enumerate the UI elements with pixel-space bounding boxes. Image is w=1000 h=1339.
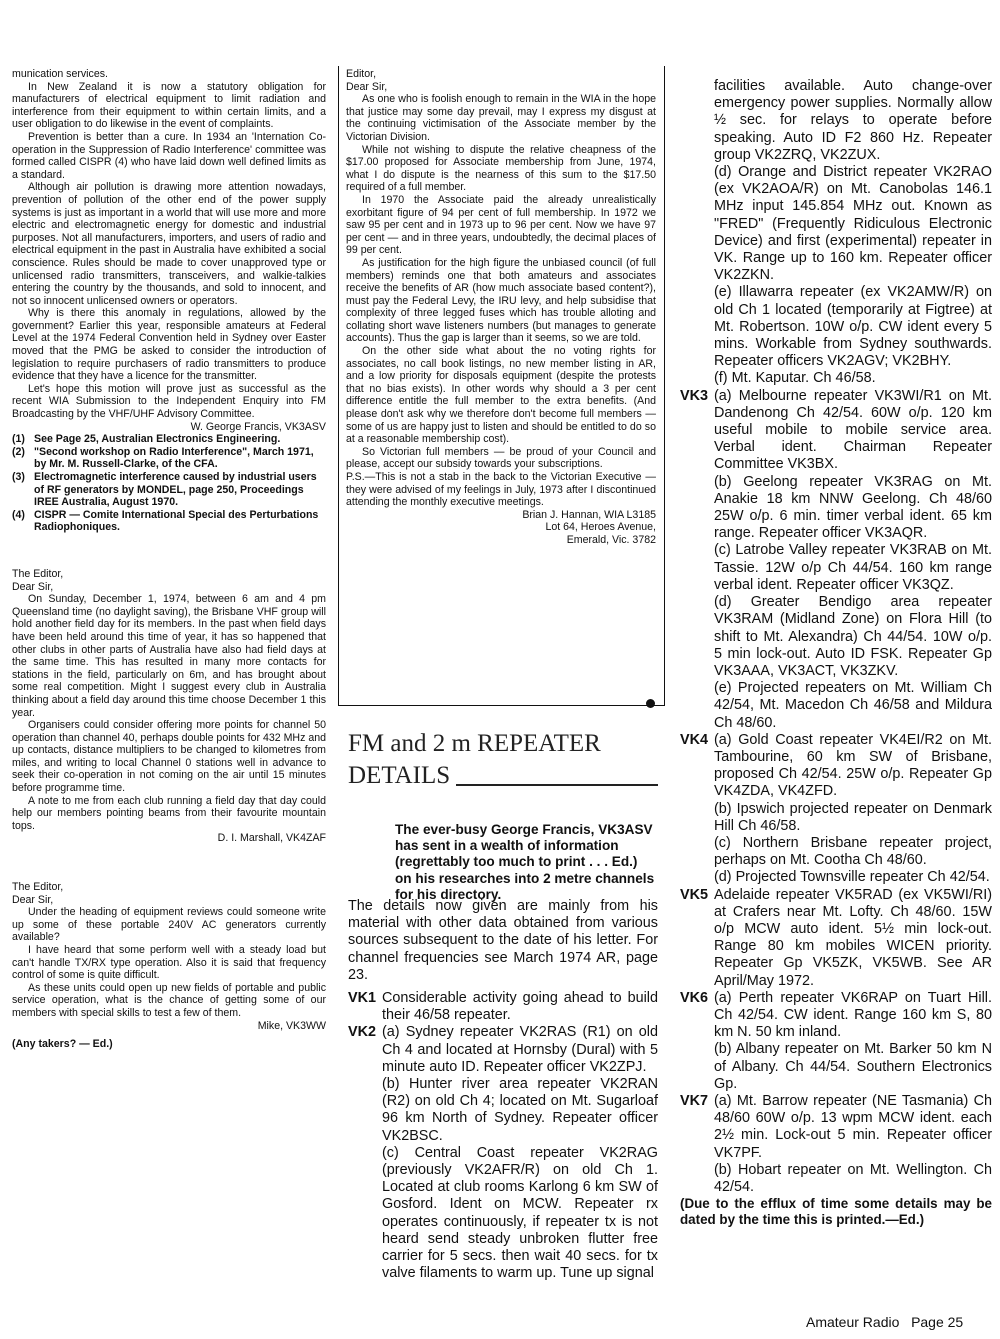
state-entry-vk6 [680, 990, 992, 1093]
closing-note: (Due to the efflux of time some details may be dated by the time this is printed.—Ed.) [680, 1196, 992, 1228]
entry-text: Considerable activity going ahead to build their 46/58 repeater. [382, 990, 658, 1024]
signature: Mike, VK3WW [257, 1019, 326, 1032]
title-word: DETAILS [348, 762, 451, 789]
column-rule [338, 66, 339, 706]
state-entry-vk7 [680, 1093, 992, 1196]
letter-field-day [12, 568, 326, 845]
state-entry-vk3 [680, 388, 992, 732]
signature: Brian J. Hannan, WIA L3185 [522, 508, 656, 521]
entry-text: (a) Melbourne repeater VK3WI/R1 on Mt. Dandenong Ch 42/54. 60W o/p. 120 km useful mobile to mobile service area. Verbal ident. Chairman Repeater Committee VK3BX. [714, 387, 992, 473]
reference-item: (4) CISPR — Comite International Special des Perturbations Radiophoniques. [12, 508, 319, 534]
column-rule [664, 66, 665, 706]
address-line: Lot 64, Heroes Avenue, [545, 521, 656, 534]
entry-text: (f) Mt. Kaputar. Ch 46/58. [714, 370, 876, 387]
state-entry-vk5 [680, 887, 992, 990]
column-left [12, 68, 326, 1051]
article-intro: The ever-busy George Francis, VK3ASV has sent in a wealth of information (regrettably too much to print . . . Ed.) on his researches into 2 metre channels for his directory. [395, 822, 655, 902]
paragraph: As one who is foolish enough to remain in the WIA in the hope that justice may some day prevail, may I express my disgust at the continuing victimisation of the Associate member by the Victorian Division. [346, 93, 656, 143]
letter-generators [12, 881, 326, 1051]
entry-text: (d) Projected Townsville repeater Ch 42/54. [714, 869, 990, 886]
signature: W. George Francis, VK3ASV [190, 420, 326, 433]
state-label: VK6 [680, 989, 708, 1006]
reference-item: (1) See Page 25, Australian Electronics Engineering. [12, 433, 281, 446]
end-mark-icon [646, 699, 655, 708]
entry-text: (e) Illawarra repeater (ex VK2AMW/R) on old Ch 1 located (temporarily at Figtree) at Mt. Robertson. 10W o/p. CW ident every 5 mins. Workable from Sydney southwards. Repeater officers VK2AGV; VK2BHY. [714, 284, 992, 370]
state-entry-vk1 [348, 990, 658, 1024]
salutation: Dear Sir, [12, 893, 54, 906]
entry-text: (c) Northern Brisbane repeater project, perhaps on Mt. Cootha Ch 48/60. [714, 834, 992, 869]
paragraph: Under the heading of equipment reviews could someone write up some of these portable 240V AC generators currently available? [12, 906, 326, 944]
state-entry-vk4 [680, 732, 992, 887]
article-body-middle [348, 898, 658, 1282]
paragraph: Organisers could consider offering more points for channel 50 operation than channel 40, perhaps double points for 432 MHz and up contacts, distance multipliers to be changed to kilometres from miles, and writing to local Channel 0 stations well in advance to seek their co-operation in not coming on the air until 15 minutes before programme time. [12, 719, 326, 795]
box-rule [338, 705, 665, 706]
entry-text: facilities available. Auto change-over emergency power supplies. Normally allow ½ sec. for relays to operate before speaking. Auto ID F2 860 Hz. Repeater group VK2ZRQ, VK2ZUX. [714, 78, 992, 163]
entry-text: (d) Orange and District repeater VK2RAO (ex VK2AOA/R) on Mt. Canobolas 146.1 MHz input 145.854 MHz out. Known as "FRED" (Frequently Ridiculous Electronic Device) and first (experimental) repeater in VK. Range up to 160 km. Repeater officer VK2ZKN. [714, 164, 992, 284]
state-label: VK7 [680, 1092, 708, 1109]
references-list [12, 433, 326, 534]
paragraph: I have heard that some perform well with a steady load but can't handle TX/RX type operation. Also it is said that frequency control of some is quite difficult. [12, 944, 326, 982]
entry-text: (b) Geelong repeater VK3RAG on Mt. Anakie 18 km NNW Geelong. Ch 48/60 25W o/p. 6 min. timer verbal ident. 65 km range. Repeater officer VK3AQR. [714, 473, 992, 542]
column-middle-letter [346, 68, 656, 547]
salutation: The Editor, [12, 881, 64, 894]
address-line: Emerald, Vic. 3782 [566, 533, 656, 546]
postscript: P.S.—This is not a stab in the back to the Victorian Executive — they were advised of my feelings in July, 1973 after I discontinued attending the monthly executive meetings. [346, 471, 656, 509]
state-label: VK5 [680, 886, 708, 903]
paragraph: Although air pollution is drawing more attention nowadays, prevention of pollution of the other end of the power supply systems is just as important in a world that will use more and more electric and electromagnetic energy for domestic and industrial purposes. Not all manufacturers, importers, and users of radio and electrical equipment in the past in Australia have exhibited a social conscience. Rules should be made to cover unapproved type or unlicensed radio transmitters, transceivers, and walkie-talkies entering the country by the thousands, and sold to innocent, and not so innocent unlicensed owners or operators. [12, 181, 326, 307]
salutation: Editor, [346, 68, 377, 80]
state-label: VK2 [348, 1024, 376, 1041]
title-line: FM and 2 m REPEATER [348, 730, 601, 757]
paragraph: As these units could open up new fields of portable and public service operation, what is the chance of getting some of our members with special skills to test a few of them. [12, 981, 326, 1019]
paragraph: So Victorian full members — be proud of your Council and please, accept our subsidy towards your subscriptions. [346, 445, 656, 471]
entry-text: (e) Projected repeaters on Mt. William Ch 42/54, Mt. Macedon Ch 46/58 and Mildura Ch 48/60. [714, 680, 992, 731]
salutation: Dear Sir, [12, 580, 54, 593]
title-underline [456, 784, 658, 786]
entry-text: (d) Greater Bendigo area repeater VK3RAM (Midland Zone) on Flora Hill (to shift to Mt. Alexandra) Ch 44/54. 10W o/p. 5 min lock-out. Auto ID FSK. Repeater Gp VK3AAA, VK3ACT, VK3ZKV. [714, 594, 992, 679]
reference-item: (3) Electromagnetic interference caused by industrial users of RF generators by MONDEL, page 250, Proceedings IREE Australia, August 1970. [12, 471, 317, 509]
paragraph: munication services. [12, 68, 108, 80]
paragraph: On the other side what about the no voting rights for associates, no call book listings, no new member listing in AR, and a low priority for disposals equipment (despite the protests that no bias exists). In other words why should a 3 per cent difference entitle the full member to the extra benefits. (And please don't ask why we therefore don't become full members — some of us are happy just to listen and should be entitled to do so at a reasonable membership cost). [346, 345, 656, 446]
entry-text: (a) Sydney repeater VK2RAS (R1) on old Ch 4 and located at Hornsby (Dural) with 5 minute auto ID. Repeater officer VK2ZPJ. [382, 1024, 658, 1075]
salutation: Dear Sir, [346, 80, 388, 93]
entry-text: (a) Gold Coast repeater VK4EI/R2 on Mt. Tambourine, 60 km SW of Brisbane, proposed Ch 42/54. 25W o/p. Repeater Gp VK4ZDA, VK4ZFD. [714, 731, 992, 800]
salutation: The Editor, [12, 567, 64, 580]
entry-text: (c) Latrobe Valley repeater VK3RAB on Mt. Tassie. 12W o/p Ch 44/54. 160 km range verbal ident. Repeater officer VK3QZ. [714, 542, 992, 593]
paragraph: As justification for the high figure the unbiased council (of full members) reminds one that both amateurs and associates receive the benefits of AR (how much associate based content?), must pay the Federal Levy, the IRU levy, and help subsidise that complexity of three legged fuses which has trouble alloting and collating short wave listeners numbers (but manages to generate accounts). Thus the gap is larger than it seems, so we are told. [346, 256, 656, 345]
entry-text: (b) Hunter river area repeater VK2RAN (R2) on old Ch 4; located on Mt. Sugarloaf 96 km North of Sydney. Repeater officer VK2BSC. [382, 1076, 658, 1144]
title-line [348, 760, 658, 792]
entry-text: (b) Albany repeater on Mt. Barker 50 km N of Albany. Ch 44/54. Southern Electronics Gp. [714, 1041, 992, 1092]
paragraph: In 1970 the Associate paid the already unrealistically exorbitant figure of 94 per cent of full membership. In 1972 we saw 95 per cent and in 1973 up to 96 per cent. Now we have 97 per cent — and in three years, undoubtedly, the decimal places of 99 per cent. [346, 193, 656, 257]
state-label: VK3 [680, 387, 708, 404]
paragraph: Prevention is better than a cure. In 1934 an 'Internation Co-operation in the Suppression of Radio Interference' committee was formed called CISPR (4) who have laid down well defined limits as a standard. [12, 130, 326, 181]
entry-text: (b) Ipswich projected repeater on Denmark Hill Ch 46/58. [714, 800, 992, 834]
editor-note: (Any takers? — Ed.) [12, 1038, 113, 1051]
paragraph: While not wishing to dispute the relative cheapness of the $17.00 proposed for Associate membership from June, 1974, what I do dispute is the nearness of this sum to the $17.50 required of a full member. [346, 143, 656, 194]
column-right [680, 78, 992, 1228]
state-label: VK1 [348, 990, 376, 1007]
lead-paragraph: The details now given are mainly from his material with other data obtained from various sources subsequent to the date of his letter. For channel frequencies see March 1974 AR, page 23. [348, 898, 658, 983]
magazine-name: Amateur Radio [806, 1314, 900, 1330]
paragraph: Let's hope this motion will prove just as successful as the recent WIA Submission to the Independent Enquiry into FM Broadcasting by the VHF/UHF Advisory Committee. [12, 382, 326, 421]
state-entry-vk2 [348, 1024, 658, 1282]
entry-text: (b) Hobart repeater on Mt. Wellington. Ch 42/54. [714, 1161, 992, 1195]
paragraph: In New Zealand it is now a statutory obligation for manufacturers of electrical equipment to limit radiation and interference from their equipment to within certain limits, and a user obligation to do likewise in the event of complaints. [12, 80, 326, 131]
entry-text: (c) Central Coast repeater VK2RAG (previously VK2AFR/R) on old Ch 1. Located at club rooms Karlong 6 km SW of Gosford. Ident on MCW. Repeater rx operates continuously, if repeater tx is not heard send steady unbroken flutter free carrier for 5 secs. then wait 40 secs. for tx valve filaments to warm up. Tune up signal [382, 1144, 658, 1282]
paragraph: On Sunday, December 1, 1974, between 6 am and 4 pm Queensland time (no daylight saving), the Brisbane VHF group will hold another field day for its members. In the past when field days have been held around this time of year, it has so happened that other clubs in other parts of Australia have also had field days at the same time. This has resulted in many more contacts for stations in the field, particularly on 6m, and has brought about some real competition. Might I suggest every club in Australia thinking about a field day around this time choose December 1 this year. [12, 593, 326, 719]
paragraph: A note to me from each club running a field day that day could help our members pointing beams from their favourite mountain tops. [12, 794, 326, 832]
entry-text: Adelaide repeater VK5RAD (ex VK5WI/RI) at Crafers near Mt. Lofty. Ch 48/60. 15W o/p MCW auto ident. 5½ min lock-out. Range 80 km mobiles WICEN priority. Repeater Gp VK5ZK, VK5WB. See AR April/May 1972. [714, 886, 992, 989]
entry-text: (a) Perth repeater VK6RAP on Tuart Hill. Ch 42/54. CW ident. Range 160 km S, 80 km N. 50 km inland. [714, 989, 992, 1041]
page-number: Page 25 [911, 1314, 964, 1330]
signature: D. I. Marshall, VK4ZAF [217, 832, 326, 845]
page-footer [806, 1314, 963, 1330]
reference-item: (2) "Second workshop on Radio Interference", March 1971, by Mr. M. Russell-Clarke, of the CFA. [12, 445, 314, 471]
paragraph: Why is there this anomaly in regulations, allowed by the government? Earlier this year, responsible amateurs at Federal Level at the 1974 Federal Convention held in Sydney over Easter moved that the PMG be asked to consider the introduction of legislation to require purchasers of radio transmitters to produce evidence that they have a licence for the transmitter. [12, 307, 326, 383]
article-title [348, 728, 658, 792]
entry-text: (a) Mt. Barrow repeater (NE Tasmania) Ch 48/60 60W o/p. 13 wpm MCW ident. each 2½ min. Lock-out 5 min. Repeater officer VK7PF. [714, 1092, 992, 1161]
state-label: VK4 [680, 731, 708, 748]
